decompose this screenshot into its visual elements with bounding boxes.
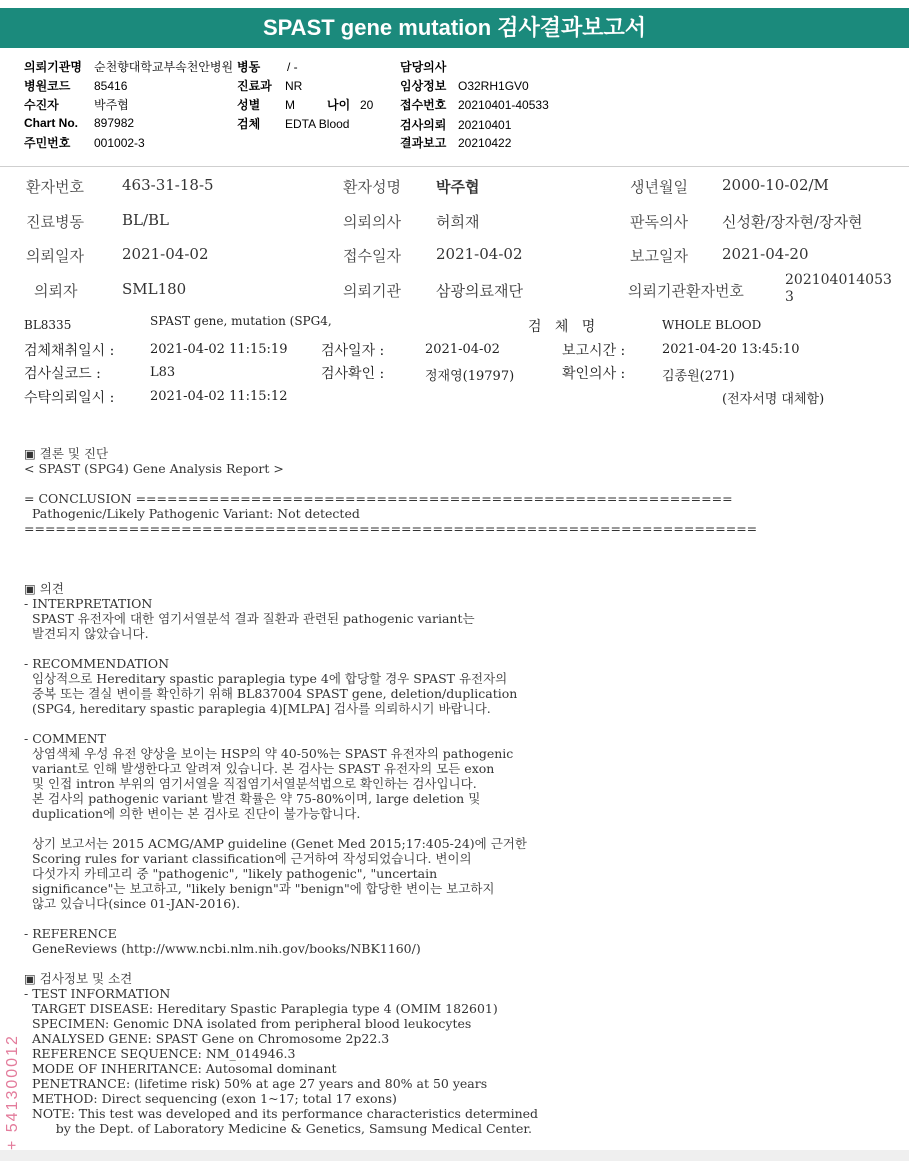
esign-note: (전자서명 대체함) <box>722 392 825 407</box>
report-line <box>24 476 757 491</box>
hdr-specimen: 검체 EDTA Blood <box>237 117 350 131</box>
pi-value: 2021-04-02 <box>436 245 523 263</box>
report-line: (SPG4, hereditary spastic paraplegia 4)[MLPA] 검사를 의뢰하시기 바랍니다. <box>24 701 491 716</box>
report-line: PENETRANCE: (lifetime risk) 50% at age 27 years and 80% at 50 years <box>24 1076 488 1091</box>
hdr-accession-no: 접수번호 20210401-40533 <box>400 98 549 112</box>
hdr-chart-no: Chart No. 897982 <box>24 116 135 130</box>
report-line: 상기 보고서는 2015 ACMG/AMP guideline (Genet Med 2015;17:405-24)에 근거한 <box>24 836 527 851</box>
report-line: - TEST INFORMATION <box>24 986 171 1001</box>
request-label: 수탁의뢰일시 : <box>24 390 115 406</box>
report-line: SPECIMEN: Genomic DNA isolated from peripheral blood leukocytes <box>24 1016 472 1031</box>
pi-label: 의뢰기관 <box>343 282 401 300</box>
pi-value: 박주협 <box>436 178 480 196</box>
report-line: < SPAST (SPG4) Gene Analysis Report > <box>24 461 284 476</box>
report-line: SPAST 유전자에 대한 염기서열분석 결과 질환과 관련된 pathogenic variant는 <box>24 611 475 626</box>
specimen-value: WHOLE BLOOD <box>662 318 762 332</box>
confirm-label: 검사확인 : <box>321 366 385 382</box>
hdr-report-date: 결과보고 20210422 <box>400 136 512 150</box>
report-line <box>24 536 757 551</box>
report-line <box>24 641 757 656</box>
pi-value-line2: 3 <box>785 289 794 305</box>
pi-value: 2021-04-02 <box>122 245 209 263</box>
pi-value: 삼광의료재단 <box>436 282 523 300</box>
report-line: ▣ 결론 및 진단 <box>24 446 109 461</box>
report-time-value: 2021-04-20 13:45:10 <box>662 342 800 357</box>
hdr-patient: 수진자 박주협 <box>24 98 129 112</box>
hdr-hospital: 의뢰기관명 순천향대학교부속천안병원 <box>24 60 234 74</box>
report-line <box>24 551 757 566</box>
report-line: by the Dept. of Laboratory Medicine & Genetics, Samsung Medical Center. <box>24 1121 532 1136</box>
bottom-bar <box>0 1150 909 1161</box>
report-line: 상염색체 우성 유전 양상을 보이는 HSP의 약 40-50%는 SPAST 유전자의 pathogenic <box>24 746 514 761</box>
report-line: Scoring rules for variant classification에 근거하여 작성되었습니다. 변이의 <box>24 851 472 866</box>
report-time-label: 보고시간 : <box>562 343 626 359</box>
hdr-clinical-info: 임상정보 O32RH1GV0 <box>400 79 529 93</box>
report-line <box>24 566 757 581</box>
hdr-sex: 성별 M 나이 20 <box>237 98 374 112</box>
pi-label: 생년월일 <box>630 178 688 196</box>
pi-label: 환자번호 <box>26 178 84 196</box>
report-line: 다섯가지 카테고리 중 "pathogenic", "likely pathogenic", "uncertain <box>24 866 438 881</box>
confirm-doc-label: 확인의사 : <box>562 366 626 382</box>
pi-label: 환자성명 <box>343 178 401 196</box>
pi-label: 의뢰일자 <box>26 247 84 265</box>
test-name: SPAST gene, mutation (SPG4, <box>150 314 332 328</box>
report-line: GeneReviews (http://www.ncbi.nlm.nih.gov/books/NBK1160/) <box>24 941 421 956</box>
report-line: 발견되지 않았습니다. <box>24 626 149 641</box>
pi-value: BL/BL <box>122 211 170 229</box>
collect-value: 2021-04-02 11:15:19 <box>150 342 288 357</box>
report-line: ====================================================================== <box>24 521 758 536</box>
report-line: REFERENCE SEQUENCE: NM_014946.3 <box>24 1046 296 1061</box>
report-line: significance"는 보고하고, "likely benign"과 "benign"에 합당한 변이는 보고하지 <box>24 881 495 896</box>
specimen-label: 검 체 명 <box>528 319 596 335</box>
pi-value: 2000-10-02/M <box>722 176 829 194</box>
hdr-hospital-code: 병원코드 85416 <box>24 79 128 93</box>
confirm-doc-value: 김종원(271) <box>662 369 735 384</box>
pi-label: 의뢰자 <box>34 282 78 300</box>
report-line <box>24 911 757 926</box>
report-line: 임상적으로 Hereditary spastic paraplegia type 4에 합당할 경우 SPAST 유전자의 <box>24 671 508 686</box>
pi-value: 202104014053 <box>785 272 892 288</box>
report-line: variant로 인해 발생한다고 알려져 있습니다. 본 검사는 SPAST 유전자의 모든 exon <box>24 761 495 776</box>
side-code: + 541300012 <box>4 1034 21 1150</box>
hdr-resident-no: 주민번호 001002-3 <box>24 136 145 150</box>
pi-value: 2021-04-20 <box>722 245 809 263</box>
test-date-label: 검사일자 : <box>321 343 385 359</box>
report-line: ▣ 의견 <box>24 581 64 596</box>
hdr-request-date: 검사의뢰 20210401 <box>400 118 512 132</box>
pi-value: 463-31-18-5 <box>122 176 214 194</box>
pi-label: 진료병동 <box>26 213 84 231</box>
report-line: duplication에 의한 변이는 본 검사로 진단이 불가능합니다. <box>24 806 361 821</box>
test-date-value: 2021-04-02 <box>425 342 500 357</box>
pi-value: SML180 <box>122 280 187 298</box>
hdr-doctor: 담당의사 <box>400 60 447 74</box>
report-line: 중복 또는 결실 변이를 확인하기 위해 BL837004 SPAST gene, deletion/duplication <box>24 686 518 701</box>
report-line: TARGET DISEASE: Hereditary Spastic Paraplegia type 4 (OMIM 182601) <box>24 1001 498 1016</box>
collect-label: 검체채취일시 : <box>24 343 115 359</box>
confirm-value: 정재영(19797) <box>425 369 515 384</box>
report-line: ANALYSED GENE: SPAST Gene on Chromosome 2p22.3 <box>24 1031 390 1046</box>
hdr-dept: 진료과 NR <box>237 79 303 93</box>
report-line: METHOD: Direct sequencing (exon 1~17; total 17 exons) <box>24 1091 397 1106</box>
test-code: BL8335 <box>24 318 72 332</box>
pi-label: 접수일자 <box>343 247 401 265</box>
report-line <box>24 821 757 836</box>
pi-value: 신성환/장자현/장자현 <box>722 213 863 231</box>
room-label: 검사실코드 : <box>24 366 101 382</box>
pi-value: 허희재 <box>436 213 480 231</box>
pi-label: 판독의사 <box>630 213 688 231</box>
request-value: 2021-04-02 11:15:12 <box>150 389 288 404</box>
report-body <box>24 446 757 1136</box>
report-line <box>24 716 757 731</box>
pi-label: 의뢰기관환자번호 <box>628 282 744 300</box>
pi-label: 보고일자 <box>630 247 688 265</box>
report-line: MODE OF INHERITANCE: Autosomal dominant <box>24 1061 337 1076</box>
report-line: ▣ 검사정보 및 소견 <box>24 971 133 986</box>
report-line: 않고 있습니다(since 01-JAN-2016). <box>24 896 241 911</box>
divider <box>0 166 909 167</box>
pi-label: 의뢰의사 <box>343 213 401 231</box>
report-line: Pathogenic/Likely Pathogenic Variant: Not detected <box>24 506 360 521</box>
report-line: = CONCLUSION ========================================================= <box>24 491 733 506</box>
report-line: 본 검사의 pathogenic variant 발견 확률은 약 75-80%이며, large deletion 및 <box>24 791 481 806</box>
report-line: - COMMENT <box>24 731 107 746</box>
hdr-ward: 병동 / - <box>237 60 298 74</box>
report-line: - REFERENCE <box>24 926 117 941</box>
report-line: NOTE: This test was developed and its performance characteristics determined <box>24 1106 539 1121</box>
report-line: - INTERPRETATION <box>24 596 153 611</box>
report-line <box>24 956 757 971</box>
report-line: 및 인접 intron 부위의 염기서열을 직접염기서열분석법으로 확인하는 검사입니다. <box>24 776 477 791</box>
report-title: SPAST gene mutation 검사결과보고서 <box>0 8 909 48</box>
room-value: L83 <box>150 365 176 380</box>
report-line: - RECOMMENDATION <box>24 656 170 671</box>
